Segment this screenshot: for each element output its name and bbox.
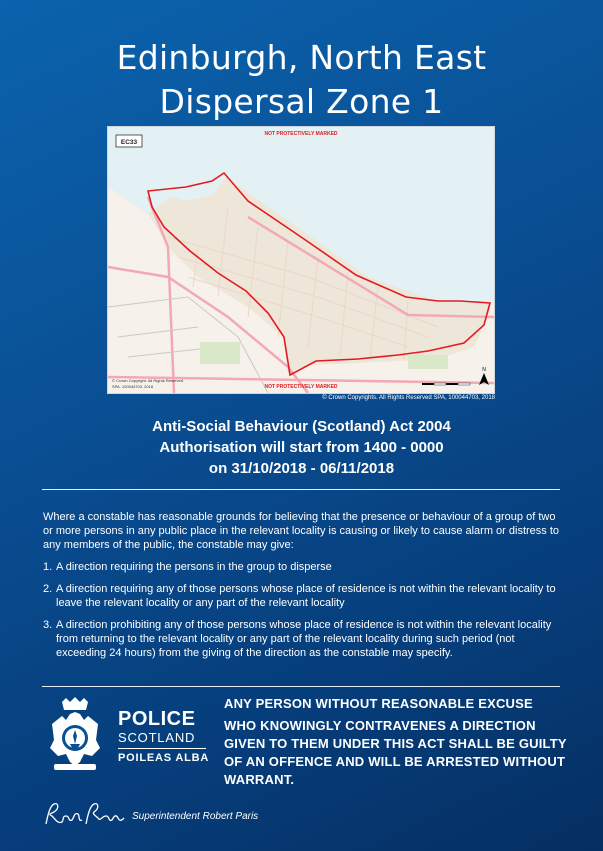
authorisation-time: Authorisation will start from 1400 - 0000 <box>159 439 444 456</box>
direction-number: 1. <box>43 561 53 573</box>
dispersal-zone-map <box>107 126 495 394</box>
map-svg <box>108 127 494 393</box>
direction-number: 2. <box>43 583 53 595</box>
logo-scotland: SCOTLAND <box>118 730 196 745</box>
map-marking-top: NOT PROTECTIVELY MARKED <box>264 131 338 137</box>
divider-bottom <box>42 686 560 687</box>
signature-block <box>40 800 420 830</box>
title-line-2: Dispersal Zone 1 <box>159 82 444 121</box>
warning-line-1: ANY PERSON WITHOUT REASONABLE EXCUSE <box>224 696 533 711</box>
handwritten-signature <box>40 800 128 830</box>
direction-item <box>43 560 563 574</box>
poster-title <box>0 36 603 124</box>
map-code-label: EC33 <box>120 139 138 146</box>
title-line-1: Edinburgh, North East <box>116 38 487 77</box>
police-scotland-logo <box>40 696 210 776</box>
legal-intro: Where a constable has reasonable grounds for believing that the presence or behaviour of a group of two or more persons in any public place in the relevant locality is causing or likely to cause alarm or distress to any members of the public, the constable may give: <box>43 511 560 551</box>
svg-text:N: N <box>482 367 486 373</box>
direction-text: A direction requiring any of those persons whose place of residence is not within the relevant locality to leave the relevant locality or any part of the relevant locality <box>56 583 556 609</box>
act-title: Anti-Social Behaviour (Scotland) Act 2004 <box>152 418 451 435</box>
map-scale-bar <box>422 383 470 385</box>
warning-notice <box>224 695 569 789</box>
direction-list <box>43 560 563 660</box>
map-copyright-line-1: © Crown Copyright. All Rights Reserved <box>112 378 183 383</box>
direction-item <box>43 618 563 660</box>
direction-text: A direction requiring the persons in the group to disperse <box>56 561 332 573</box>
authorisation-dates: on 31/10/2018 - 06/11/2018 <box>208 460 395 477</box>
logo-divider <box>118 748 206 749</box>
map-caption: © Crown Copyrights. All Rights Reserved SPA, 100044703, 2018 <box>322 395 495 401</box>
map-copyright-line-2: SPA. 100044703. 2018 <box>112 384 154 389</box>
signatory-name: Superintendent Robert Paris <box>132 811 259 822</box>
legal-text <box>43 510 563 668</box>
warning-line-2: WHO KNOWINGLY CONTRAVENES A DIRECTION GIVEN TO THEM UNDER THIS ACT SHALL BE GUILTY OF AN OFFENCE AND WILL BE ARRESTED WITHOUT WARRANT. <box>224 718 567 787</box>
logo-police: POLICE <box>118 708 196 730</box>
direction-text: A direction prohibiting any of those persons whose place of residence is not within the relevant locality from returning to the relevant locality or any part of the relevant locality during such period (not exceeding 24 hours) from the giving of the direction as the constable may specify. <box>56 619 552 659</box>
divider-top <box>42 489 560 490</box>
direction-item <box>43 582 563 610</box>
act-block <box>0 416 603 479</box>
logo-poileas-alba: POILEAS ALBA <box>118 752 210 764</box>
direction-number: 3. <box>43 619 53 631</box>
map-marking-bottom: NOT PROTECTIVELY MARKED <box>264 384 338 390</box>
police-crest-icon <box>40 696 110 774</box>
